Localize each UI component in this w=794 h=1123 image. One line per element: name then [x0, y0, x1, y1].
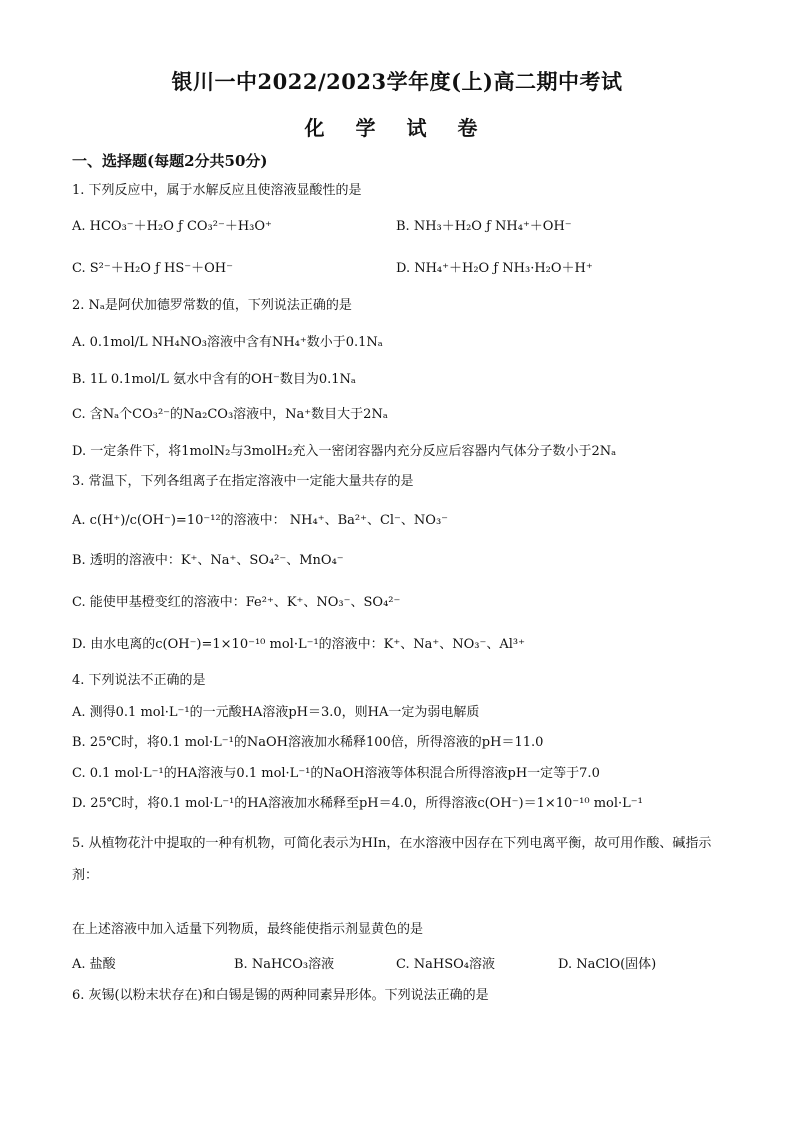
q1-option-d: D. NH₄⁺＋H₂O ƒ NH₃·H₂O＋H⁺: [396, 261, 593, 276]
q3-option-a: A. c(H⁺)/c(OH⁻)=10⁻¹²的溶液中： NH₄⁺、Ba²⁺、Cl⁻、NO₃⁻: [72, 513, 449, 528]
q2-option-d: D. 一定条件下，将1molN₂与3molH₂充入一密闭容器内充分反应后容器内气体分子数小于2Nₐ: [72, 444, 617, 459]
q3-stem: 3. 常温下，下列各组离子在指定溶液中一定能大量共存的是: [72, 474, 414, 489]
q5-option-d: D. NaClO(固体): [558, 957, 657, 972]
q4-option-a: A. 测得0.1 mol·L⁻¹的一元酸HA溶液pH＝3.0，则HA一定为弱电解质: [72, 705, 480, 720]
q4-stem: 4. 下列说法不正确的是: [72, 673, 206, 688]
section-heading: 一、选择题(每题2分共50分): [72, 152, 268, 170]
q4-option-d: D. 25℃时，将0.1 mol·L⁻¹的HA溶液加水稀释至pH＝4.0，所得溶液c(OH⁻)＝1×10⁻¹⁰ mol·L⁻¹: [72, 796, 643, 811]
q4-option-c: C. 0.1 mol·L⁻¹的HA溶液与0.1 mol·L⁻¹的NaOH溶液等体积混合所得溶液pH一定等于7.0: [72, 766, 600, 781]
q3-option-d: D. 由水电离的c(OH⁻)=1×10⁻¹⁰ mol·L⁻¹的溶液中：K⁺、Na⁺、NO₃⁻、Al³⁺: [72, 637, 525, 652]
q3-option-b: B. 透明的溶液中：K⁺、Na⁺、SO₄²⁻、MnO₄⁻: [72, 553, 344, 568]
q1-option-c: C. S²⁻＋H₂O ƒ HS⁻＋OH⁻: [72, 261, 233, 276]
q1-option-a: A. HCO₃⁻＋H₂O ƒ CO₃²⁻＋H₃O⁺: [72, 219, 272, 234]
q5-option-b: B. NaHCO₃溶液: [234, 957, 335, 972]
q2-option-b: B. 1L 0.1mol/L 氨水中含有的OH⁻数目为0.1Nₐ: [72, 372, 356, 387]
q5-stem: 5. 从植物花汁中提取的一种有机物，可简化表示为HIn，在水溶液中因存在下列电离平衡，故可用作酸、碱指示剂：: [72, 836, 712, 883]
q5-option-c: C. NaHSO₄溶液: [396, 957, 495, 972]
q6-stem: 6. 灰锡(以粉末状存在)和白锡是锡的两种同素异形体。下列说法正确的是: [72, 988, 489, 1003]
q3-option-c: C. 能使甲基橙变红的溶液中：Fe²⁺、K⁺、NO₃⁻、SO₄²⁻: [72, 595, 401, 610]
q4-option-b: B. 25℃时，将0.1 mol·L⁻¹的NaOH溶液加水稀释100倍，所得溶液的pH＝11.0: [72, 735, 544, 750]
page-subtitle: 化 学 试 卷: [304, 116, 490, 140]
q2-stem: 2. Nₐ是阿伏加德罗常数的值，下列说法正确的是: [72, 298, 352, 313]
q5-option-a: A. 盐酸: [72, 957, 116, 972]
q5-stem-continued: 在上述溶液中加入适量下列物质，最终能使指示剂显黄色的是: [72, 922, 424, 937]
q2-option-a: A. 0.1mol/L NH₄NO₃溶液中含有NH₄⁺数小于0.1Nₐ: [72, 335, 383, 350]
q1-option-b: B. NH₃＋H₂O ƒ NH₄⁺＋OH⁻: [396, 219, 572, 234]
q2-option-c: C. 含Nₐ个CO₃²⁻的Na₂CO₃溶液中，Na⁺数目大于2Nₐ: [72, 407, 388, 422]
page-title: 银川一中2022/2023学年度(上)高二期中考试: [171, 69, 623, 94]
q1-stem: 1. 下列反应中，属于水解反应且使溶液显酸性的是: [72, 183, 362, 198]
